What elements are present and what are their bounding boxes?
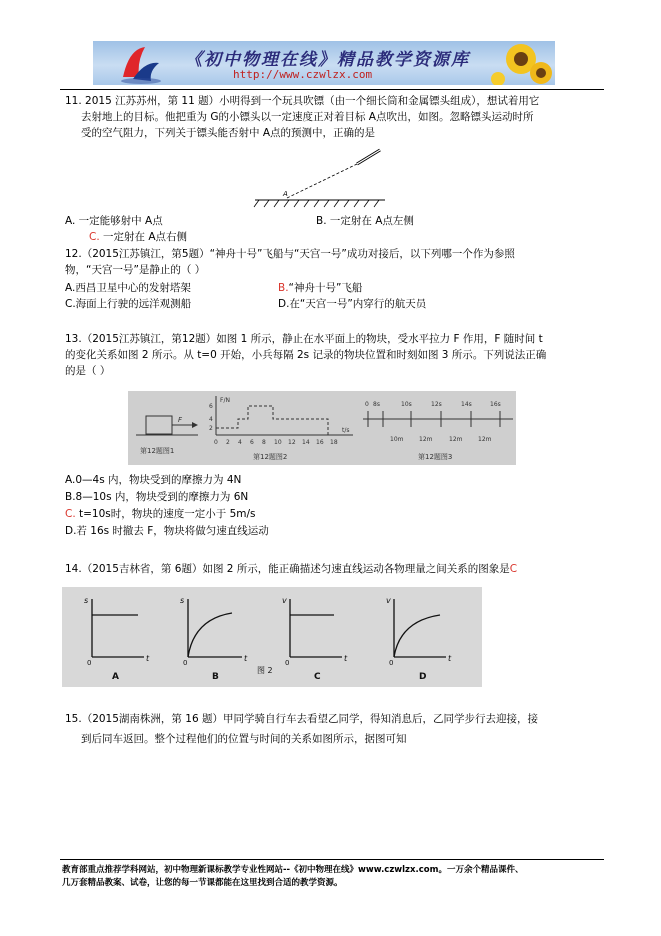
q14-answer: C — [509, 563, 518, 575]
q13-xtick: 8 — [262, 439, 266, 446]
q13-fig3-dist: 10m — [390, 436, 404, 443]
q14-line1 — [65, 562, 517, 577]
header-banner — [93, 41, 555, 85]
q11-line1: 11. 2015 江苏苏州，第 11 题）小明得到一个玩具吹镖（由一个细长筒和金属镖头组成），想试着用它 — [65, 95, 540, 107]
q12-option-c: C.海面上行驶的远洋观测船 — [65, 298, 192, 310]
header-rule — [60, 89, 604, 90]
q13-fig3-dist: 12m — [449, 436, 463, 443]
banner-title: 《初中物理在线》精品教学资源库 — [185, 50, 470, 70]
q11-line2: 去射地上的目标。他把重为 G的小镖头以一定速度正对着目标 A点吹出，如图。忽略镖头运动时所 — [81, 111, 534, 123]
footer-rule — [60, 859, 604, 860]
q11-option-c — [89, 230, 187, 245]
q13-ytick-6: 6 — [209, 403, 213, 410]
q13-fig3-time: 10s — [401, 401, 412, 408]
q14-graph-d-label: D — [419, 672, 427, 682]
q13-line2: 的变化关系如图 2 所示。从 t=0 开始，小兵每隔 2s 记录的物块位置和时刻如图 3 所示。下列说法正确 — [65, 349, 547, 361]
q14-graph-a-x: t — [146, 654, 150, 663]
q14-line1-text: 14.（2015吉林省，第 6题）如图 2 所示，能正确描述匀速直线运动各物理量之间关系的图象是 — [65, 563, 510, 575]
q13-xtick: 18 — [330, 439, 338, 446]
q12-option-a: A.西昌卫星中心的发射塔架 — [65, 282, 191, 294]
q14-graph-c-origin: 0 — [285, 659, 290, 667]
q14-graph-c-y: v — [282, 596, 287, 605]
q13-line3: 的是（ ） — [65, 365, 111, 377]
q12-option-b-text: “神舟十号”飞船 — [288, 282, 363, 294]
q13-option-c-text: t=10s时，物块的速度一定小于 5m/s — [75, 508, 256, 520]
q15-line2: 到后同车返回。整个过程他们的位置与时间的关系如图所示，据图可知 — [81, 733, 407, 745]
q13-fig3-time: 0 — [365, 401, 369, 408]
q14-graph-b-y: s — [180, 596, 185, 605]
q14-graph-c-x: t — [344, 654, 348, 663]
q13-fig3-time: 8s — [373, 401, 380, 408]
q13-xtick: 16 — [316, 439, 324, 446]
q14-graph-b-label: B — [212, 672, 219, 682]
q13-option-b: B.8—10s 内，物块受到的摩擦力为 6N — [65, 491, 249, 503]
q13-fig2-axis: F/N — [220, 397, 230, 404]
q14-graph-d-x: t — [448, 654, 452, 663]
q14-figure — [62, 587, 482, 687]
q14-caption: 图 2 — [257, 666, 273, 675]
q14-graph-a-label: A — [112, 672, 119, 682]
q13-option-c — [65, 507, 256, 522]
q13-fig3-time: 14s — [461, 401, 472, 408]
q13-option-d: D.若 16s 时撤去 F，物块将做匀速直线运动 — [65, 525, 269, 537]
q13-xtick: 4 — [238, 439, 242, 446]
svg-text:F: F — [178, 416, 183, 424]
q11-line3: 受的空气阻力，下列关于镖头能否射中 A点的预测中，正确的是 — [81, 127, 376, 139]
q13-ytick-2: 2 — [209, 425, 213, 432]
q12-option-b — [278, 281, 362, 296]
sunflower-icon — [491, 44, 552, 85]
q14-graph-a-origin: 0 — [87, 659, 92, 667]
q14-graph-d-origin: 0 — [389, 659, 394, 667]
q12-option-d: D.在“天宫一号”内穿行的航天员 — [278, 298, 427, 310]
footer-line1: 教育部重点推荐学科网站，初中物理新课标教学专业性网站--《初中物理在线》www.czwlzx.com。一万余个精品课件、 — [62, 865, 524, 875]
q13-xtick: 10 — [274, 439, 282, 446]
q13-line1: 13.（2015江苏镇江，第12题）如图 1 所示，静止在水平面上的物块，受水平拉力 F 作用，F 随时间 t — [65, 333, 543, 345]
q13-option-a: A.0—4s 内，物块受到的摩擦力为 4N — [65, 474, 242, 486]
q11-option-a: A. 一定能够射中 A点 — [65, 215, 163, 227]
q12-line2: 物，“天宫一号”是静止的（ ） — [65, 264, 206, 276]
q13-figure — [128, 391, 516, 465]
q11-fig-label: A — [283, 190, 288, 198]
q13-answer-letter: C. — [65, 508, 76, 520]
footer-line2: 几万套精品教案、试卷，让您的每一节课都能在这里找到合适的教学资源。 — [62, 878, 343, 888]
logo-icon — [121, 47, 161, 84]
q13-fig2 — [209, 396, 353, 461]
q13-xtick: 14 — [302, 439, 310, 446]
q14-graph-b-x: t — [244, 654, 248, 663]
q11-figure — [245, 138, 395, 210]
q11-answer-letter: C. — [89, 231, 100, 243]
q13-fig2-caption: 第12题图2 — [253, 453, 288, 461]
q13-fig1 — [136, 416, 198, 455]
q14-graph-a-y: s — [84, 596, 89, 605]
q13-xtick: 12 — [288, 439, 296, 446]
banner-url: http://www.czwlzx.com — [233, 68, 373, 81]
q13-fig3-caption: 第12题图3 — [418, 453, 453, 461]
q14-graph-c-label: C — [314, 672, 321, 682]
q13-xtick: 2 — [226, 439, 230, 446]
q13-fig3 — [363, 401, 513, 461]
q13-fig3-time: 12s — [431, 401, 442, 408]
blowpipe-icon — [357, 150, 380, 164]
q13-fig3-dist: 12m — [478, 436, 492, 443]
q13-fig3-time: 16s — [490, 401, 501, 408]
q12-line1: 12.（2015江苏镇江，第5题）“神舟十号”飞船与“天宫一号”成功对接后，以下列哪一个作为参照 — [65, 248, 515, 260]
q13-xunit: t/s — [342, 427, 350, 434]
q14-graph-b-origin: 0 — [183, 659, 188, 667]
q14-graph-d-y: v — [386, 596, 391, 605]
q11-option-b: B. 一定射在 A点左侧 — [316, 215, 414, 227]
q13-xtick: 0 — [214, 439, 218, 446]
q15-line1: 15.（2015湖南株洲，第 16 题）甲同学骑自行车去看望乙同学，得知消息后，乙同学步行去迎接，接 — [65, 713, 538, 725]
q13-xtick: 6 — [250, 439, 254, 446]
q11-option-c-text: 一定射在 A点右侧 — [99, 231, 188, 243]
q13-fig3-dist: 12m — [419, 436, 433, 443]
q13-ytick-4: 4 — [209, 416, 213, 423]
q12-answer-letter: B. — [278, 282, 289, 294]
q13-fig1-caption: 第12题图1 — [140, 447, 175, 455]
